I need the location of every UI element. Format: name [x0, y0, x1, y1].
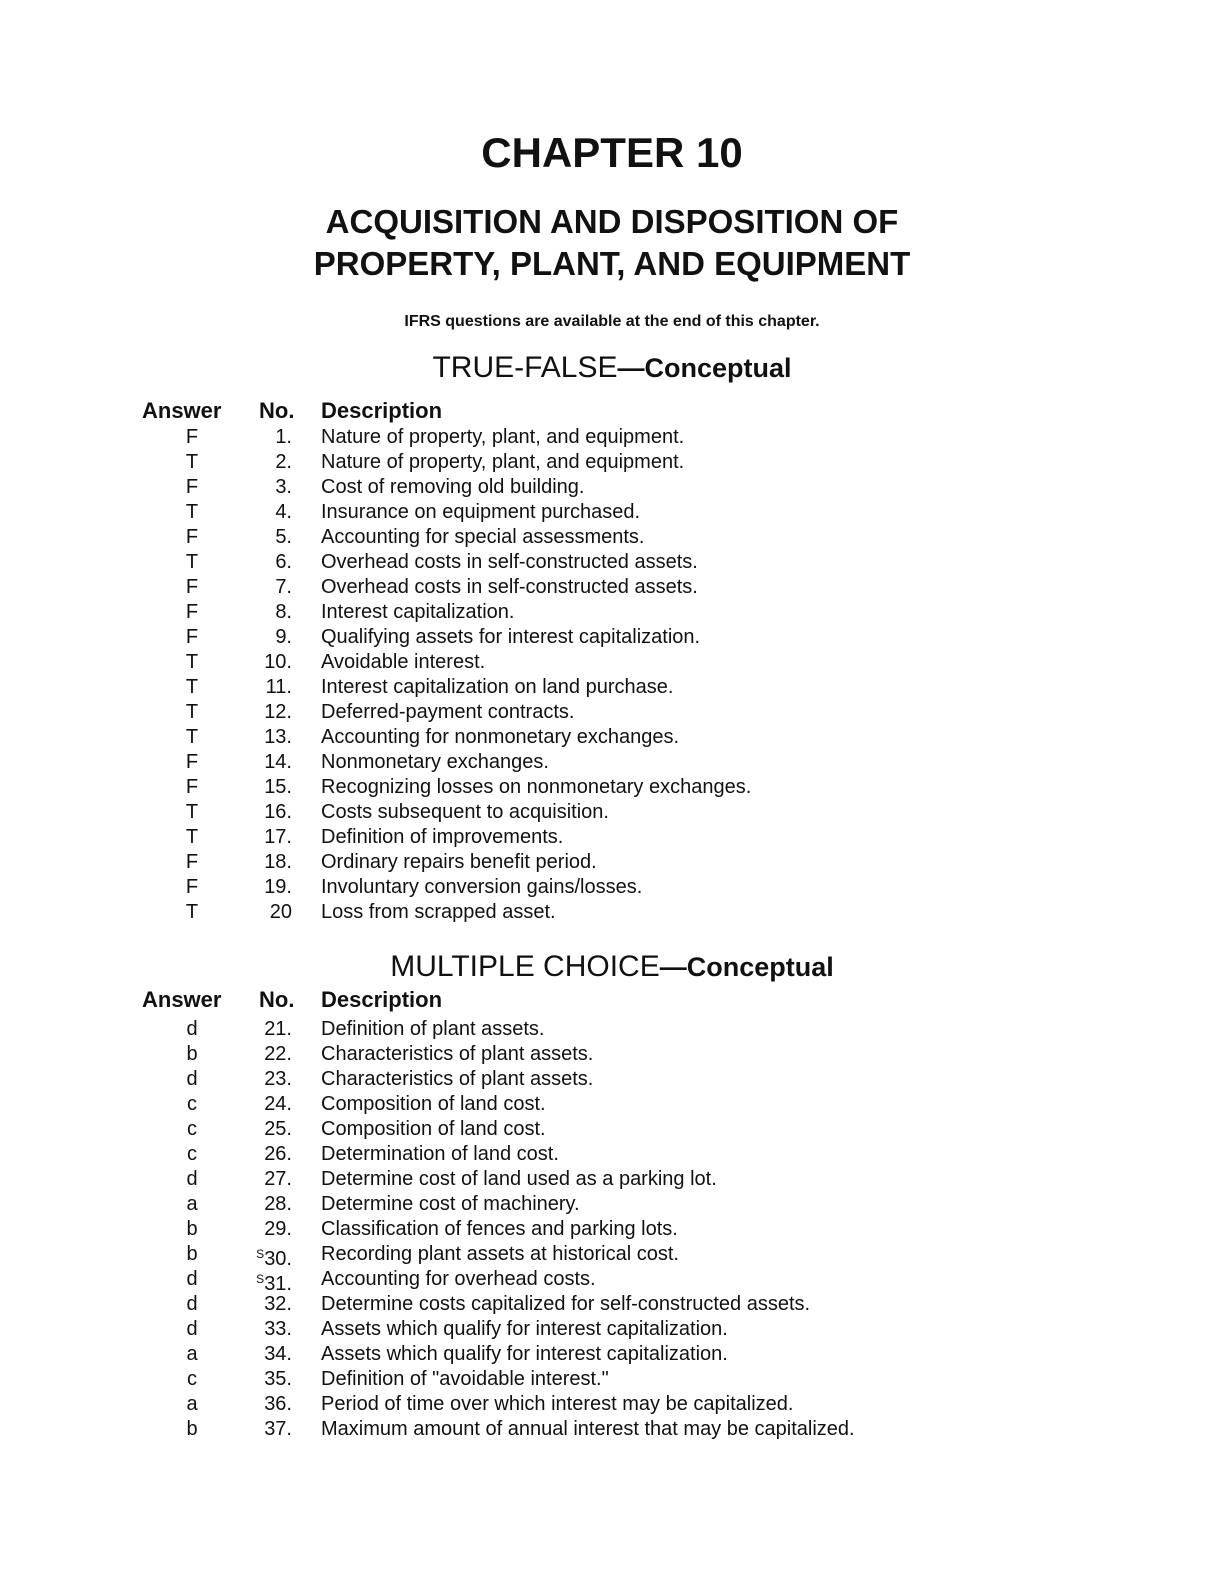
description-cell: Characteristics of plant assets. — [321, 1068, 594, 1090]
number-text: 30. — [264, 1248, 292, 1270]
number-cell — [240, 650, 292, 675]
number-text: 19. — [264, 876, 292, 898]
description-cell: Assets which qualify for interest capitalization. — [321, 1343, 728, 1365]
number-cell — [240, 625, 292, 650]
true-false-heading — [0, 350, 1224, 389]
answer-cell: F — [185, 526, 199, 548]
number-cell — [240, 600, 292, 625]
number-text: 5. — [275, 526, 292, 548]
table-row — [0, 1117, 1224, 1142]
table-row — [0, 575, 1224, 600]
multiple-choice-heading-sub: —Conceptual — [659, 952, 834, 982]
multiple-choice-heading-main: MULTIPLE CHOICE — [390, 950, 660, 983]
number-text: 22. — [264, 1043, 292, 1065]
multiple-choice-table — [0, 1017, 1224, 1442]
answer-cell: b — [186, 1043, 198, 1065]
answer-cell: b — [186, 1243, 198, 1265]
description-cell: Determine costs capitalized for self-constructed assets. — [321, 1293, 811, 1315]
answer-cell: T — [185, 676, 199, 698]
number-text: 23. — [264, 1068, 292, 1090]
number-cell — [240, 1067, 292, 1092]
table-row — [0, 825, 1224, 850]
description-column-header: Description — [321, 398, 443, 423]
answer-cell: T — [185, 826, 199, 848]
table-row — [0, 1167, 1224, 1192]
number-cell — [240, 1367, 292, 1392]
number-cell — [240, 1217, 292, 1242]
ifrs-note: IFRS questions are available at the end of this chapter. — [404, 313, 820, 330]
description-cell: Maximum amount of annual interest that may be capitalized. — [321, 1418, 855, 1440]
number-text: 1. — [275, 426, 292, 448]
table-row — [0, 450, 1224, 475]
answer-cell: d — [186, 1268, 198, 1290]
answer-cell: a — [186, 1193, 198, 1215]
answer-cell: T — [185, 551, 199, 573]
number-text: 20 — [269, 901, 292, 923]
true-false-heading-sub: —Conceptual — [617, 353, 792, 383]
number-text: 15. — [264, 776, 292, 798]
number-cell — [240, 1092, 292, 1117]
table-row — [0, 800, 1224, 825]
chapter-title: CHAPTER 10 — [481, 129, 743, 176]
number-text: 25. — [264, 1118, 292, 1140]
table-row — [0, 650, 1224, 675]
answer-cell: T — [185, 651, 199, 673]
number-cell — [240, 675, 292, 700]
number-text: 9. — [275, 626, 292, 648]
description-cell: Determine cost of land used as a parking lot. — [321, 1168, 717, 1190]
table-row — [0, 625, 1224, 650]
answer-cell: a — [186, 1393, 198, 1415]
number-cell — [240, 875, 292, 900]
description-cell: Composition of land cost. — [321, 1093, 546, 1115]
description-cell: Definition of "avoidable interest." — [321, 1368, 609, 1390]
number-cell — [240, 1142, 292, 1167]
answer-cell: T — [185, 501, 199, 523]
number-cell — [240, 1417, 292, 1442]
answer-cell: F — [185, 626, 199, 648]
description-cell: Involuntary conversion gains/losses. — [321, 876, 643, 898]
number-text: 6. — [275, 551, 292, 573]
table-row — [0, 1392, 1224, 1417]
table-row — [0, 750, 1224, 775]
description-cell: Assets which qualify for interest capitalization. — [321, 1318, 728, 1340]
number-cell — [240, 850, 292, 875]
true-false-table — [0, 425, 1224, 925]
description-cell: Overhead costs in self-constructed assets. — [321, 576, 698, 598]
table-row — [0, 875, 1224, 900]
number-text: 32. — [264, 1293, 292, 1315]
description-cell: Nature of property, plant, and equipment. — [321, 451, 685, 473]
table-row — [0, 1192, 1224, 1217]
table-row — [0, 1067, 1224, 1092]
answer-cell: F — [185, 876, 199, 898]
answer-cell: b — [186, 1218, 198, 1240]
table-row — [0, 1242, 1224, 1270]
table-row — [0, 725, 1224, 750]
answer-cell: c — [187, 1143, 197, 1165]
number-text: 24. — [264, 1093, 292, 1115]
number-cell — [240, 425, 292, 450]
number-text: 13. — [264, 726, 292, 748]
number-cell — [240, 1042, 292, 1067]
description-cell: Definition of plant assets. — [321, 1018, 545, 1040]
description-cell: Costs subsequent to acquisition. — [321, 801, 609, 823]
description-cell: Deferred-payment contracts. — [321, 701, 575, 723]
answer-cell: d — [186, 1018, 198, 1040]
number-cell — [240, 1392, 292, 1417]
table-row — [0, 700, 1224, 725]
number-cell — [240, 1192, 292, 1217]
table-row — [0, 1092, 1224, 1117]
true-false-column-header — [0, 397, 1224, 425]
table-row — [0, 500, 1224, 525]
answer-cell: b — [186, 1418, 198, 1440]
chapter-subtitle-line-1: ACQUISITION AND DISPOSITION OF — [325, 203, 899, 240]
answer-cell: F — [185, 476, 199, 498]
table-row — [0, 1317, 1224, 1342]
table-row — [0, 775, 1224, 800]
number-cell — [240, 750, 292, 775]
multiple-choice-heading — [0, 949, 1224, 988]
answer-cell: T — [185, 701, 199, 723]
number-cell — [240, 1342, 292, 1367]
description-cell: Composition of land cost. — [321, 1118, 546, 1140]
number-text: 4. — [275, 501, 292, 523]
number-cell — [240, 475, 292, 500]
number-prefix: S — [256, 1247, 265, 1261]
table-row — [0, 425, 1224, 450]
table-row — [0, 675, 1224, 700]
true-false-heading-main: TRUE-FALSE — [432, 351, 618, 384]
table-row — [0, 1017, 1224, 1042]
number-text: 31. — [264, 1273, 292, 1295]
number-text: 37. — [264, 1418, 292, 1440]
number-cell — [240, 1292, 292, 1317]
number-cell — [240, 1167, 292, 1192]
number-text: 8. — [275, 601, 292, 623]
description-cell: Characteristics of plant assets. — [321, 1043, 594, 1065]
answer-cell: d — [186, 1293, 198, 1315]
number-text: 35. — [264, 1368, 292, 1390]
description-cell: Qualifying assets for interest capitalization. — [321, 626, 701, 648]
description-cell: Interest capitalization. — [321, 601, 515, 623]
number-cell — [240, 1017, 292, 1042]
number-text: 3. — [275, 476, 292, 498]
description-cell: Accounting for overhead costs. — [321, 1268, 596, 1290]
table-row — [0, 850, 1224, 875]
number-text: 29. — [264, 1218, 292, 1240]
description-cell: Recording plant assets at historical cost. — [321, 1243, 679, 1265]
number-cell — [240, 525, 292, 550]
table-row — [0, 1417, 1224, 1442]
number-text: 7. — [275, 576, 292, 598]
description-cell: Classification of fences and parking lots. — [321, 1218, 678, 1240]
description-cell: Cost of removing old building. — [321, 476, 585, 498]
number-text: 2. — [275, 451, 292, 473]
table-row — [0, 550, 1224, 575]
answer-cell: F — [185, 601, 199, 623]
answer-cell: F — [185, 576, 199, 598]
number-text: 10. — [264, 651, 292, 673]
table-row — [0, 1267, 1224, 1295]
table-row — [0, 1342, 1224, 1367]
answer-cell: d — [186, 1318, 198, 1340]
number-text: 12. — [264, 701, 292, 723]
number-text: 36. — [264, 1393, 292, 1415]
number-cell — [240, 725, 292, 750]
number-text: 33. — [264, 1318, 292, 1340]
number-text: 34. — [264, 1343, 292, 1365]
description-cell: Accounting for nonmonetary exchanges. — [321, 726, 679, 748]
answer-column-header: Answer — [142, 987, 222, 1012]
number-cell — [240, 825, 292, 850]
description-cell: Recognizing losses on nonmonetary exchanges. — [321, 776, 752, 798]
answer-cell: F — [185, 851, 199, 873]
description-column-header: Description — [321, 987, 443, 1012]
table-row — [0, 1367, 1224, 1392]
number-column-header: No. — [259, 987, 295, 1012]
table-row — [0, 900, 1224, 925]
number-text: 28. — [264, 1193, 292, 1215]
answer-cell: T — [185, 451, 199, 473]
number-cell — [240, 700, 292, 725]
number-cell — [240, 575, 292, 600]
answer-cell: T — [185, 801, 199, 823]
answer-cell: d — [186, 1068, 198, 1090]
description-cell: Period of time over which interest may be capitalized. — [321, 1393, 794, 1415]
number-cell — [240, 800, 292, 825]
answer-cell: a — [186, 1343, 198, 1365]
answer-cell: F — [185, 426, 199, 448]
number-text: 21. — [264, 1018, 292, 1040]
number-text: 17. — [264, 826, 292, 848]
description-cell: Interest capitalization on land purchase. — [321, 676, 674, 698]
answer-cell: c — [187, 1118, 197, 1140]
answer-cell: c — [187, 1368, 197, 1390]
description-cell: Loss from scrapped asset. — [321, 901, 556, 923]
description-cell: Nature of property, plant, and equipment. — [321, 426, 685, 448]
description-cell: Overhead costs in self-constructed assets. — [321, 551, 698, 573]
number-text: 14. — [264, 751, 292, 773]
number-cell — [240, 450, 292, 475]
answer-cell: F — [185, 751, 199, 773]
multiple-choice-column-header — [0, 986, 1224, 1014]
answer-cell: c — [187, 1093, 197, 1115]
answer-cell: F — [185, 776, 199, 798]
table-row — [0, 1142, 1224, 1167]
number-cell — [240, 1117, 292, 1142]
table-row — [0, 525, 1224, 550]
description-cell: Accounting for special assessments. — [321, 526, 645, 548]
answer-cell: d — [186, 1168, 198, 1190]
table-row — [0, 1217, 1224, 1242]
answer-cell: T — [185, 901, 199, 923]
number-text: 18. — [264, 851, 292, 873]
chapter-subtitle-line-2: PROPERTY, PLANT, AND EQUIPMENT — [313, 245, 911, 282]
number-cell — [240, 500, 292, 525]
number-cell — [240, 900, 292, 925]
number-prefix: S — [256, 1272, 265, 1286]
description-cell: Ordinary repairs benefit period. — [321, 851, 597, 873]
description-cell: Avoidable interest. — [321, 651, 486, 673]
number-text: 11. — [265, 676, 292, 698]
number-cell — [240, 775, 292, 800]
answer-column-header: Answer — [142, 398, 222, 423]
table-row — [0, 1042, 1224, 1067]
number-column-header: No. — [259, 398, 295, 423]
description-cell: Insurance on equipment purchased. — [321, 501, 641, 523]
number-cell — [240, 550, 292, 575]
description-cell: Determination of land cost. — [321, 1143, 559, 1165]
number-text: 16. — [264, 801, 292, 823]
number-cell — [240, 1317, 292, 1342]
chapter-subtitle — [0, 201, 1224, 285]
number-text: 27. — [264, 1168, 292, 1190]
number-text: 26. — [264, 1143, 292, 1165]
table-row — [0, 600, 1224, 625]
table-row — [0, 475, 1224, 500]
description-cell: Definition of improvements. — [321, 826, 564, 848]
description-cell: Determine cost of machinery. — [321, 1193, 580, 1215]
table-row — [0, 1292, 1224, 1317]
answer-cell: T — [185, 726, 199, 748]
description-cell: Nonmonetary exchanges. — [321, 751, 549, 773]
